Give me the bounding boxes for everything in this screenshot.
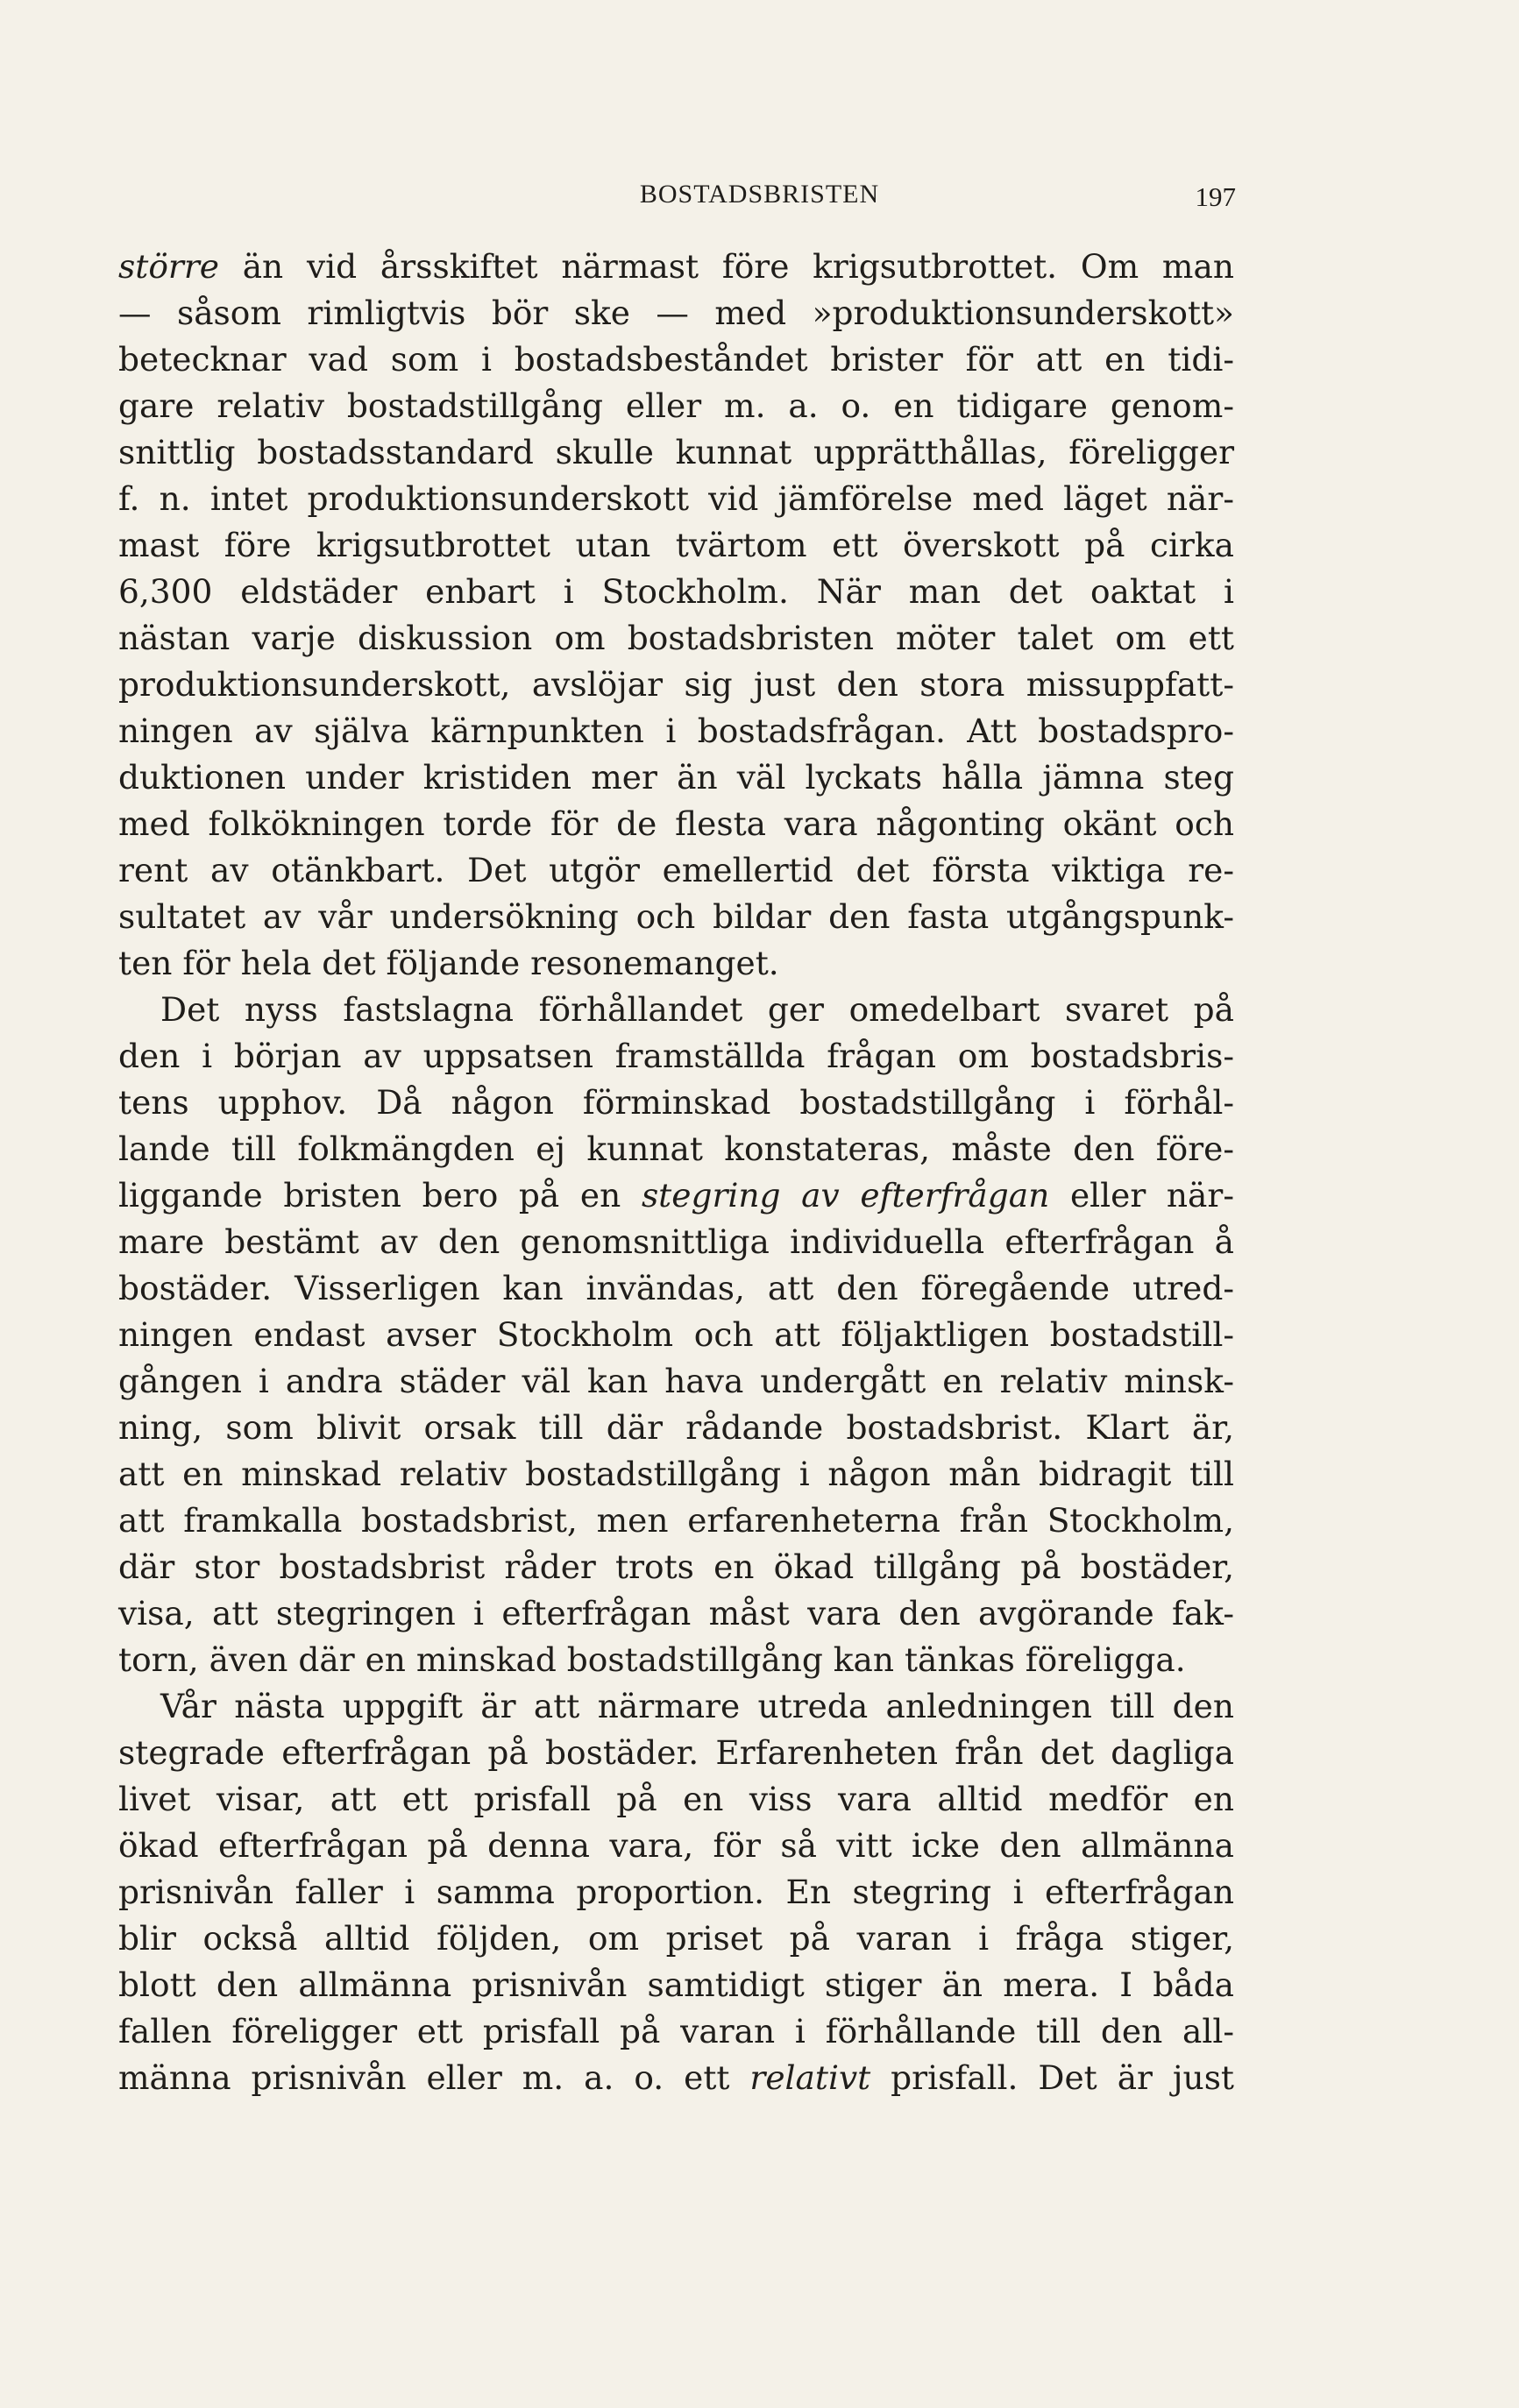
text-line: att en minskad relativ bostadstillgång i någon mån bidragit till: [118, 1455, 1234, 1493]
text-line: ningen av själva kärnpunkten i bostadsfrågan. Att bostadspro-: [118, 712, 1234, 750]
text-line: prisnivån faller i samma proportion. En stegring i efterfrågan: [118, 1873, 1234, 1911]
text-line: snittlig bostadsstandard skulle kunnat upprätthållas, föreligger: [118, 433, 1234, 471]
text-line: betecknar vad som i bostadsbeståndet brister för att en tidi-: [118, 340, 1234, 379]
text-line: 6,300 eldstäder enbart i Stockholm. När man det oaktat i: [118, 572, 1234, 611]
text-line: blir också alltid följden, om priset på varan i fråga stiger,: [118, 1919, 1234, 1958]
body-text: [118, 244, 1234, 2101]
line-segment: prisfall. Det är just: [870, 2058, 1235, 2097]
text-line: gången i andra städer väl kan hava undergått en relativ minsk-: [118, 1362, 1234, 1400]
text-line: visa, att stegringen i efterfrågan måst vara den avgörande fak-: [118, 1594, 1234, 1632]
italic-word: relativt: [749, 2058, 871, 2097]
text-line: — såsom rimligtvis bör ske — med »produktionsunderskott»: [118, 294, 1234, 332]
running-title: BOSTADSBRISTEN: [639, 180, 880, 209]
text-line: lande till folkmängden ej kunnat konstateras, måste den före-: [118, 1130, 1234, 1168]
text-line: ten för hela det följande resonemanget.: [118, 944, 779, 982]
text-line: [118, 244, 1234, 290]
page-number: 197: [1195, 181, 1236, 212]
text-line: fallen föreligger ett prisfall på varan i förhållande till den all-: [118, 2012, 1234, 2050]
line-segment: männa prisnivån eller m. a. o. ett: [118, 2058, 750, 2097]
text-line: tens upphov. Då någon förminskad bostadstillgång i förhål-: [118, 1083, 1234, 1122]
paragraph-first-line: Vår nästa uppgift är att närmare utreda anledningen till den: [160, 1687, 1234, 1725]
text-line: produktionsunderskott, avslöjar sig just den stora missuppfatt-: [118, 665, 1234, 704]
text-line: mare bestämt av den genomsnittliga individuella efterfrågan å: [118, 1222, 1234, 1261]
text-line: livet visar, att ett prisfall på en viss vara alltid medför en: [118, 1780, 1234, 1818]
text-line: att framkalla bostadsbrist, men erfarenheterna från Stockholm,: [118, 1501, 1234, 1540]
text-line: [118, 1172, 1234, 1219]
text-line: bostäder. Visserligen kan invändas, att den föregående utred-: [118, 1269, 1234, 1307]
text-line: nästan varje diskussion om bostadsbristen möter talet om ett: [118, 619, 1234, 657]
text-line: ningen endast avser Stockholm och att följaktligen bostadstill-: [118, 1315, 1234, 1354]
text-line: ökad efterfrågan på denna vara, för så vitt icke den allmänna: [118, 1826, 1234, 1865]
text-line: f. n. intet produktionsunderskott vid jämförelse med läget när-: [118, 479, 1234, 518]
running-header: [0, 180, 1519, 215]
text-line: sultatet av vår undersökning och bildar den fasta utgångspunk-: [118, 897, 1234, 936]
text-line: mast före krigsutbrottet utan tvärtom ett överskott på cirka: [118, 526, 1234, 564]
text-line: [118, 2055, 1234, 2101]
text-line: med folkökningen torde för de flesta vara någonting okänt och: [118, 804, 1234, 843]
line-segment: liggande bristen bero på en: [118, 1176, 642, 1215]
text-line: blott den allmänna prisnivån samtidigt stiger än mera. I båda: [118, 1965, 1234, 2004]
line-segment: än vid årsskiftet närmast före krigsutbrottet. Om man: [218, 247, 1234, 286]
italic-phrase: stegring av efterfrågan: [641, 1176, 1050, 1215]
text-line: den i början av uppsatsen framställda frågan om bostadsbris-: [118, 1037, 1234, 1075]
text-line: rent av otänkbart. Det utgör emellertid det första viktiga re-: [118, 851, 1234, 889]
italic-word: större: [118, 247, 219, 286]
paragraph-first-line: Det nyss fastslagna förhållandet ger omedelbart svaret på: [160, 990, 1234, 1029]
text-line: torn, även där en minskad bostadstillgång kan tänkas föreligga.: [118, 1640, 1186, 1679]
text-line: ning, som blivit orsak till där rådande bostadsbrist. Klart är,: [118, 1408, 1234, 1447]
text-line: gare relativ bostadstillgång eller m. a. o. en tidigare genom-: [118, 386, 1234, 425]
text-line: stegrade efterfrågan på bostäder. Erfarenheten från det dagliga: [118, 1733, 1234, 1772]
line-segment: eller när-: [1049, 1176, 1234, 1215]
text-line: där stor bostadsbrist råder trots en ökad tillgång på bostäder,: [118, 1547, 1234, 1586]
text-line: duktionen under kristiden mer än väl lyckats hålla jämna steg: [118, 758, 1234, 797]
